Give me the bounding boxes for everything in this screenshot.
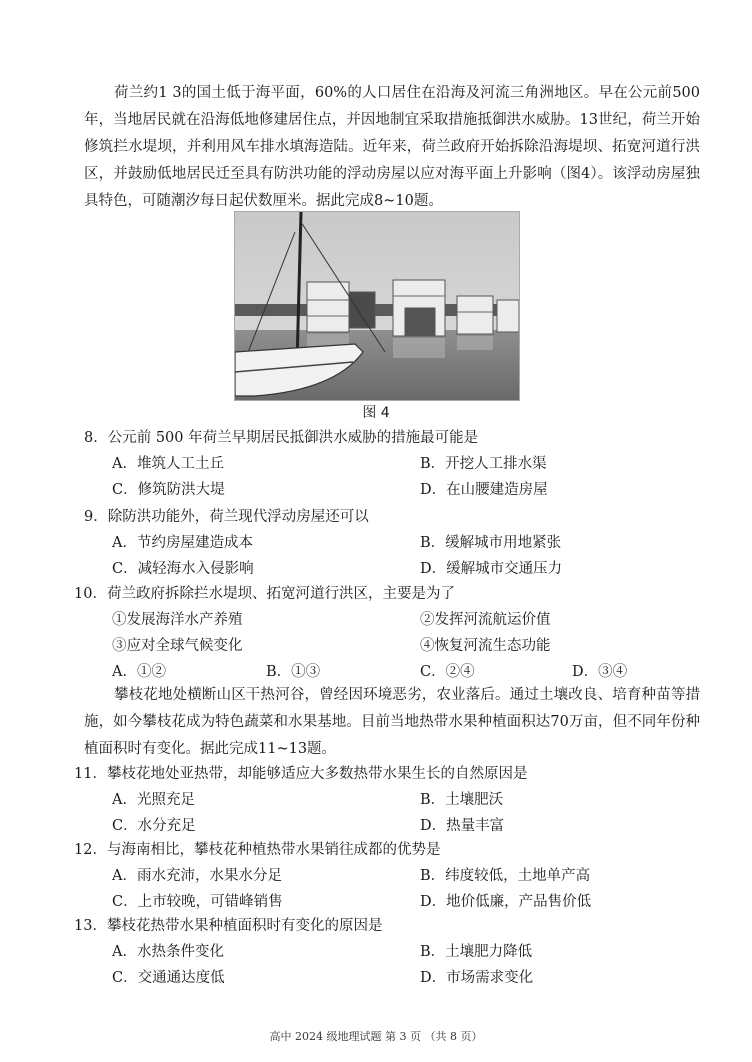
question-stem: 8．公元前 500 年荷兰早期居民抵御洪水威胁的措施最可能是 bbox=[84, 430, 479, 446]
option-b: B．①③ bbox=[266, 664, 321, 680]
question-stem: 9．除防洪功能外，荷兰现代浮动房屋还可以 bbox=[84, 509, 369, 525]
figure-caption: 图 4 bbox=[362, 405, 390, 421]
floating-houses-image bbox=[235, 212, 519, 400]
page-footer: 高中 2024 级地理试题 第 3 页 （共 8 页） bbox=[269, 1030, 483, 1043]
option-a: A．水热条件变化 bbox=[112, 944, 224, 960]
option-c: C．交通通达度低 bbox=[112, 970, 225, 986]
option-a: A．堆筑人工土丘 bbox=[112, 456, 224, 472]
option-c: C．②④ bbox=[420, 664, 475, 680]
option-d: D．③④ bbox=[572, 664, 628, 680]
option-d: D．热量丰富 bbox=[420, 818, 505, 834]
figure-floating-houses-photo bbox=[234, 211, 520, 401]
question-stem: 12．与海南相比，攀枝花种植热带水果销往成都的优势是 bbox=[74, 842, 441, 858]
option-b: B．纬度较低，土地单产高 bbox=[420, 868, 591, 884]
option-a: A．节约房屋建造成本 bbox=[112, 535, 253, 551]
statement-3: ③应对全球气候变化 bbox=[112, 638, 243, 654]
question-stem: 13．攀枝花热带水果种植面积时有变化的原因是 bbox=[74, 918, 383, 934]
question-stem: 10．荷兰政府拆除拦水堤坝、拓宽河道行洪区，主要是为了 bbox=[74, 586, 455, 602]
option-c: C．水分充足 bbox=[112, 818, 196, 834]
option-d: D．地价低廉，产品售价低 bbox=[420, 894, 592, 910]
option-c: C．减轻海水入侵影响 bbox=[112, 561, 254, 577]
option-d: D．市场需求变化 bbox=[420, 970, 534, 986]
option-a: A．雨水充沛，水果水分足 bbox=[112, 868, 282, 884]
statement-1: ①发展海洋水产养殖 bbox=[112, 612, 243, 628]
option-d: D．缓解城市交通压力 bbox=[420, 561, 563, 577]
option-c: C．上市较晚，可错峰销售 bbox=[112, 894, 283, 910]
option-b: B．土壤肥力降低 bbox=[420, 944, 533, 960]
option-b: B．开挖人工排水渠 bbox=[420, 456, 547, 472]
statement-4: ④恢复河流生态功能 bbox=[420, 638, 551, 654]
intro-paragraph-panzhihua: 攀枝花地处横断山区干热河谷，曾经因环境恶劣，农业落后。通过土壤改良、培育种苗等措施，如今攀枝花成为特色蔬菜和水果基地。目前当地热带水果种植面积达70万亩，但不同年份种植面积时有变化。据此完成11~13题。 bbox=[84, 687, 700, 757]
option-c: C．修筑防洪大堤 bbox=[112, 482, 225, 498]
option-d: D．在山腰建造房屋 bbox=[420, 482, 548, 498]
option-b: B．土壤肥沃 bbox=[420, 792, 504, 808]
question-stem: 11．攀枝花地处亚热带，却能够适应大多数热带水果生长的自然原因是 bbox=[74, 766, 528, 782]
option-a: A．光照充足 bbox=[112, 792, 195, 808]
intro-paragraph-netherlands: 荷兰约1 3的国土低于海平面，60%的人口居住在沿海及河流三角洲地区。早在公元前500年，当地居民就在沿海低地修建居住点，并因地制宜采取措施抵御洪水威胁。13世纪，荷兰开始修筑拦水堤坝，并利用风车排水填海造陆。近年来，荷兰政府开始拆除沿海堤坝、拓宽河道行洪区，并鼓励低地居民迁至具有防洪功能的浮动房屋以应对海平面上升影响（图4）。该浮动房屋独具特色，可随潮汐每日起伏数厘米。据此完成8~10题。 bbox=[84, 85, 700, 209]
option-b: B．缓解城市用地紧张 bbox=[420, 535, 562, 551]
option-a: A．①② bbox=[112, 664, 166, 680]
statement-2: ②发挥河流航运价值 bbox=[420, 612, 551, 628]
